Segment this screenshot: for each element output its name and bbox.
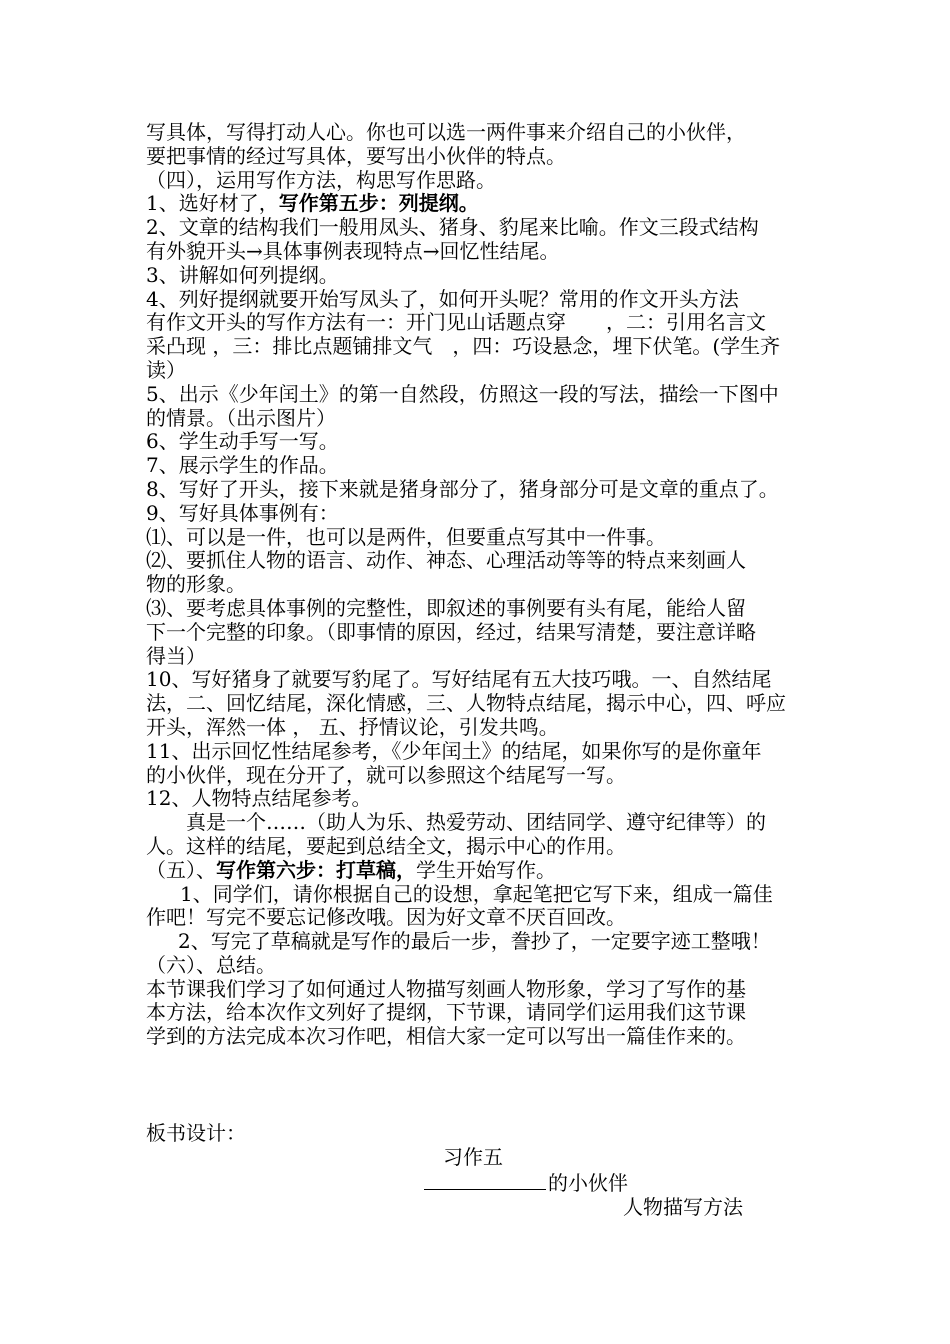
text-line-content: 学到的方法完成本次习作吧，相信大家一定可以写出一篇佳作来的。 xyxy=(146,1024,746,1049)
text-line xyxy=(146,573,826,597)
text-line xyxy=(146,645,826,669)
text-line xyxy=(146,930,826,954)
text-line xyxy=(146,906,826,930)
text-line-content: 1、选好材了， xyxy=(146,191,279,216)
text-line-content: 写具体，写得打动人心。你也可以选一两件事来介绍自己的小伙伴， xyxy=(146,120,746,144)
text-line-content: 人。这样的结尾，要起到总结全文，揭示中心的作用。 xyxy=(146,833,626,858)
fill-in-blank-line xyxy=(424,1171,546,1190)
text-line xyxy=(146,1001,826,1025)
text-line xyxy=(146,192,826,216)
text-line-content: 1、同学们，请你根据自己的设想，拿起笔把它写下来，组成一篇佳 xyxy=(180,881,773,906)
text-line-content: （四），运用写作方法，构思写作思路。 xyxy=(146,167,496,192)
text-line xyxy=(146,835,826,859)
text-line-content: 7、展示学生的作品。 xyxy=(146,453,339,478)
text-line xyxy=(146,692,826,716)
text-line xyxy=(146,502,826,526)
text-line-content: 的小伙伴，现在分开了，就可以参照这个结尾写一写。 xyxy=(146,762,626,787)
text-line-content: ⑶、要考虑具体事例的完整性，即叙述的事例要有头有尾，能给人留 xyxy=(146,595,746,620)
text-line-content: 作吧！写完不要忘记修改哦。因为好文章不厌百回改。 xyxy=(146,905,626,930)
text-line xyxy=(146,621,826,645)
text-line-content: 3、讲解如何列提纲。 xyxy=(146,262,339,287)
text-line xyxy=(146,787,826,811)
text-line-content: 采凸现 ，三：排比点题铺排文气 ，四：巧设悬念，埋下伏笔。(学生齐 xyxy=(146,334,781,359)
text-line-content: 8、写好了开头，接下来就是猪身部分了，猪身部分可是文章的重点了。 xyxy=(146,476,779,501)
text-line xyxy=(146,454,826,478)
text-line xyxy=(146,549,826,573)
text-line xyxy=(146,811,826,835)
text-line-content: 有外貌开头→具体事例表现特点→回忆性结尾。 xyxy=(146,238,560,263)
text-line xyxy=(146,978,826,1002)
text-line xyxy=(146,216,826,240)
board-subtitle-row xyxy=(424,1171,628,1195)
text-line xyxy=(146,407,826,431)
text-line xyxy=(146,145,826,169)
board-subtitle: 的小伙伴 xyxy=(548,1171,628,1195)
text-line-content: 2、文章的结构我们一般用凤头、猪身、豹尾来比喻。作文三段式结构 xyxy=(146,215,759,240)
text-line xyxy=(146,478,826,502)
text-line-content: 本方法，给本次作文列好了提纲，下节课，请同学们运用我们这节课 xyxy=(146,1000,746,1025)
text-line xyxy=(146,716,826,740)
board-method: 人物描写方法 xyxy=(623,1195,743,1219)
text-line xyxy=(146,430,826,454)
text-line xyxy=(146,764,826,788)
text-line-content: 4、列好提纲就要开始写凤头了，如何开头呢？常用的作文开头方法 xyxy=(146,286,739,311)
text-line-content: 12、人物特点结尾参考。 xyxy=(146,786,372,811)
text-line-content: 有作文开头的写作方法有一：开门见山话题点穿 ，二：引用名言文 xyxy=(146,310,766,335)
text-line-content: ⑵、要抓住人物的语言、动作、神态、心理活动等等的特点来刻画人 xyxy=(146,548,746,573)
text-line-content: 2、写完了草稿就是写作的最后一步，誊抄了，一定要字迹工整哦！ xyxy=(178,929,771,954)
board-title: 习作五 xyxy=(443,1145,503,1169)
text-line xyxy=(146,597,826,621)
text-line xyxy=(146,1025,826,1049)
lesson-body-text xyxy=(146,121,826,1049)
board-design-label: 板书设计： xyxy=(146,1121,246,1145)
text-line-content: 开头，浑然一体 ， 五、抒情议论，引发共鸣。 xyxy=(146,714,559,739)
text-line-tail: 学生开始写作。 xyxy=(416,857,556,882)
text-line xyxy=(146,883,826,907)
text-line xyxy=(146,288,826,312)
text-line xyxy=(146,311,826,335)
text-line-content: 要把事情的经过写具体，要写出小伙伴的特点。 xyxy=(146,143,566,168)
text-line xyxy=(146,121,826,145)
text-line-content: （五）、 xyxy=(146,857,216,882)
text-line-content: 11、出示回忆性结尾参考，《少年闰土》的结尾，如果你写的是你童年 xyxy=(146,738,762,763)
text-line-emphasis: 写作第五步：列提纲。 xyxy=(278,191,479,216)
text-line xyxy=(146,859,826,883)
text-line-content: （六）、总结。 xyxy=(146,952,276,977)
text-line-content: 法，二、回忆结尾，深化情感，三、人物特点结尾，揭示中心，四、呼应 xyxy=(146,691,786,716)
text-line xyxy=(146,526,826,550)
text-line xyxy=(146,954,826,978)
text-line-content: ⑴、可以是一件，也可以是两件，但要重点写其中一件事。 xyxy=(146,524,666,549)
text-line-content: 的情景。（出示图片） xyxy=(146,405,336,430)
text-line xyxy=(146,740,826,764)
text-line-content: 下一个完整的印象。（即事情的原因，经过，结果写清楚，要注意详略 xyxy=(146,619,756,644)
text-line-content: 真是一个……（助人为乐、热爱劳动、团结同学、遵守纪律等）的 xyxy=(186,810,766,835)
text-line-content: 10、写好猪身了就要写豹尾了。写好结尾有五大技巧哦。一、自然结尾 xyxy=(146,667,772,692)
text-line-content: 本节课我们学习了如何通过人物描写刻画人物形象，学习了写作的基 xyxy=(146,976,746,1001)
text-line xyxy=(146,240,826,264)
text-line-content: 读） xyxy=(146,357,186,382)
text-line-emphasis: 写作第六步：打草稿， xyxy=(216,857,416,882)
text-line xyxy=(146,359,826,383)
text-line-content: 5、出示《少年闰土》的第一自然段，仿照这一段的写法，描绘一下图中 xyxy=(146,381,779,406)
text-line xyxy=(146,668,826,692)
text-line xyxy=(146,335,826,359)
text-line-content: 9、写好具体事例有： xyxy=(146,500,339,525)
text-line-content: 物的形象。 xyxy=(146,572,246,597)
text-line xyxy=(146,264,826,288)
text-line xyxy=(146,169,826,193)
text-line-content: 得当） xyxy=(146,643,206,668)
text-line-content: 6、学生动手写一写。 xyxy=(146,429,339,454)
text-line xyxy=(146,383,826,407)
